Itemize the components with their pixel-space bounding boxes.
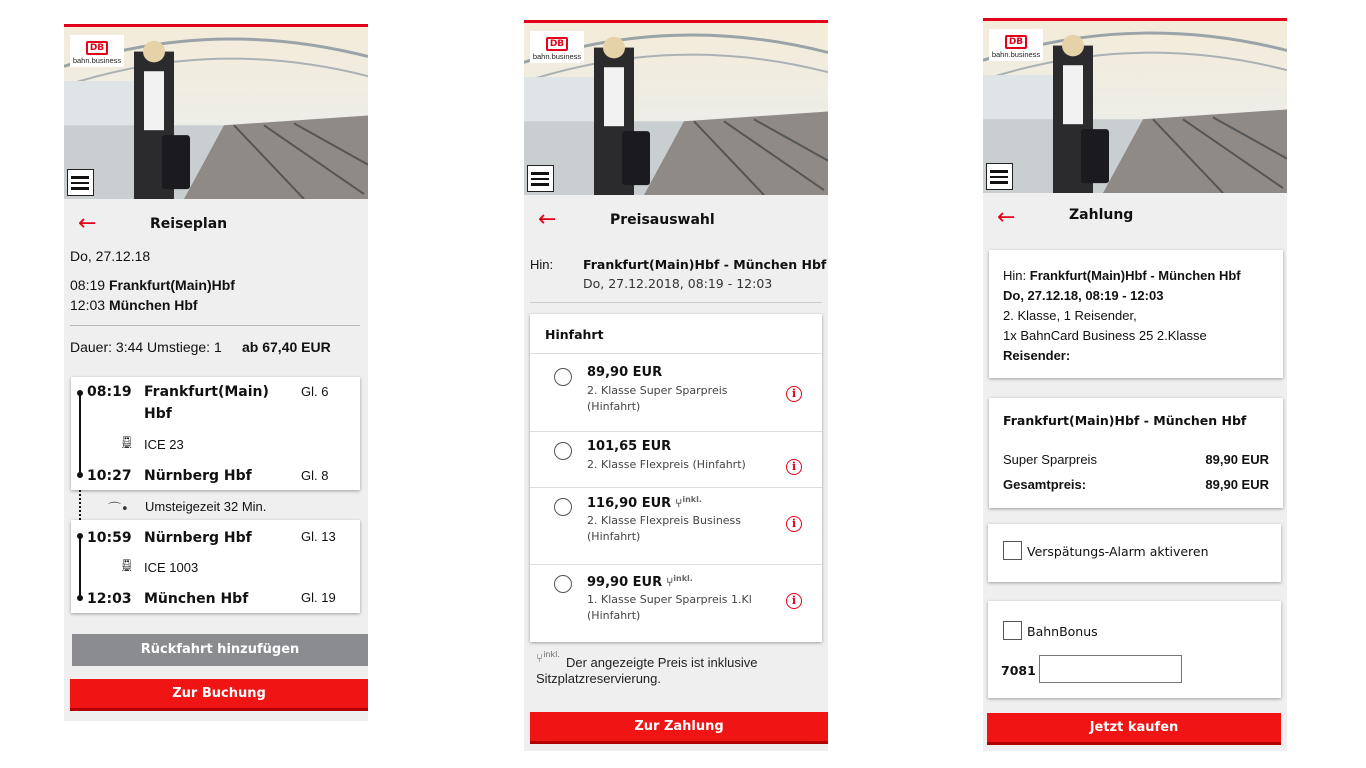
- departure-time: 08:19: [70, 277, 106, 293]
- arrival-line: [70, 297, 198, 313]
- payment-button[interactable]: Zur Zahlung: [530, 712, 828, 744]
- hero-image: [64, 24, 368, 199]
- leg-arr-time: 12:03: [87, 591, 132, 607]
- page-title: Zahlung: [1069, 207, 1134, 223]
- delay-alarm-label: Verspätungs-Alarm aktiveren: [1027, 544, 1209, 559]
- leg-arr-track: Gl. 19: [301, 590, 336, 605]
- fare-value: 89,90 EUR: [1205, 452, 1269, 467]
- bonus-number-input[interactable]: [1039, 655, 1182, 683]
- info-icon[interactable]: i: [786, 459, 802, 475]
- price-summary-card: [989, 398, 1283, 508]
- page-header: [983, 193, 1287, 245]
- fare-option[interactable]: [530, 564, 822, 642]
- leg-arr-track: Gl. 8: [301, 468, 329, 483]
- bahncard-info: 1x BahnCard Business 25 2.Klasse: [1003, 328, 1207, 343]
- leg-arr-station: Nürnberg Hbf: [144, 468, 252, 484]
- train-icon: 🚆︎: [119, 435, 135, 449]
- db-logo-mark: DB: [1005, 35, 1027, 49]
- info-icon[interactable]: i: [786, 516, 802, 532]
- hin-label: Hin:: [1003, 268, 1027, 283]
- booking-button[interactable]: Zur Buchung: [70, 679, 368, 711]
- fare-radio[interactable]: [554, 442, 572, 460]
- menu-button[interactable]: [986, 163, 1013, 190]
- route-title: Frankfurt(Main)Hbf - München Hbf: [1003, 413, 1247, 428]
- travel-datetime: Do, 27.12.2018, 08:19 - 12:03: [583, 276, 773, 291]
- train-icon: 🚆︎: [119, 558, 135, 572]
- arrival-time: 12:03: [70, 297, 106, 313]
- walk-icon: ⌒•: [108, 502, 129, 517]
- seat-icon: ⑂$^{inkl.}$: [675, 495, 702, 510]
- leg-train: ICE 23: [144, 437, 184, 452]
- delay-alarm-card[interactable]: [988, 524, 1281, 582]
- route: Frankfurt(Main)Hbf - München Hbf: [583, 257, 827, 272]
- fare-label: Super Sparpreis: [1003, 452, 1097, 467]
- class-info: 2. Klasse, 1 Reisender,: [1003, 308, 1137, 323]
- reservation-note: Der angezeigte Preis ist inklusive Sitzplatzreservierung.: [536, 655, 758, 686]
- fare-option[interactable]: [530, 353, 822, 431]
- back-arrow-icon[interactable]: ←: [78, 211, 97, 236]
- fare-description: 2. Klasse Flexpreis (Hinfahrt): [587, 458, 746, 471]
- fare-option[interactable]: [530, 431, 822, 487]
- journey-summary-card: [989, 250, 1283, 378]
- fare-description: 2. Klasse Super Sparpreis (Hinfahrt): [587, 384, 728, 413]
- fare-price: 99,90 EUR: [587, 575, 663, 590]
- hero-image: [983, 18, 1287, 193]
- fare-radio[interactable]: [554, 575, 572, 593]
- fare-option[interactable]: [530, 487, 822, 564]
- fare-price-row: [587, 495, 702, 511]
- info-icon[interactable]: i: [786, 386, 802, 402]
- back-arrow-icon[interactable]: ←: [538, 207, 557, 232]
- leg-arr-time: 10:27: [87, 468, 132, 484]
- leg-arr-station: München Hbf: [144, 591, 249, 607]
- journey-details: [1003, 266, 1273, 366]
- hero-image: [524, 20, 828, 195]
- fare-price-row: [587, 574, 693, 590]
- seat-label: inkl.: [673, 574, 693, 583]
- divider: [530, 302, 822, 303]
- db-logo-sub: bahn.business: [72, 56, 122, 65]
- page-header: [524, 195, 828, 247]
- traveller-label: Reisender:: [1003, 348, 1071, 363]
- page-title: Reiseplan: [150, 216, 228, 232]
- fare-price: 101,65 EUR: [587, 439, 672, 454]
- leg-dep-time: 10:59: [87, 530, 132, 546]
- fare-price: 89,90 EUR: [587, 365, 663, 380]
- info-icon[interactable]: i: [786, 593, 802, 609]
- leg-dep-station: Nürnberg Hbf: [144, 530, 252, 546]
- db-logo-mark: DB: [546, 37, 568, 51]
- route-line: [1003, 266, 1273, 286]
- fare-price: 116,90 EUR: [587, 496, 672, 511]
- reiseplan-screen: [64, 24, 368, 721]
- seat-label: inkl.: [682, 495, 702, 504]
- leg-card[interactable]: [71, 377, 360, 490]
- transfer-connector: [79, 490, 81, 520]
- travel-date: Do, 27.12.18: [70, 248, 151, 264]
- total-label: Gesamtpreis:: [1003, 477, 1087, 492]
- page-header: [64, 199, 368, 251]
- divider: [70, 325, 360, 326]
- page-title: Preisauswahl: [610, 212, 715, 228]
- travel-datetime: Do, 27.12.18, 08:19 - 12:03: [1003, 288, 1164, 303]
- section-title: Hinfahrt: [545, 327, 604, 342]
- bonus-prefix: 7081: [1001, 663, 1036, 678]
- seat-icon: ⑂$^{inkl.}$: [536, 650, 560, 665]
- fare-description: 2. Klasse Flexpreis Business (Hinfahrt): [587, 514, 742, 543]
- zahlung-screen: [983, 18, 1287, 751]
- db-logo: [70, 35, 124, 67]
- fare-radio[interactable]: [554, 498, 572, 516]
- buy-button[interactable]: Jetzt kaufen: [987, 713, 1281, 745]
- total-value: 89,90 EUR: [1205, 477, 1269, 492]
- fare-description: 1. Klasse Super Sparpreis 1.Kl (Hinfahrt): [587, 593, 752, 622]
- leg-dep-track: Gl. 6: [301, 384, 329, 399]
- add-return-button[interactable]: Rückfahrt hinzufügen: [72, 634, 368, 666]
- leg-card[interactable]: [71, 520, 360, 613]
- journey-summary: Dauer: 3:44 Umstiege: 1: [70, 339, 222, 355]
- leg-dep-track: Gl. 13: [301, 529, 336, 544]
- db-logo-mark: DB: [86, 41, 108, 55]
- seat-label: inkl.: [543, 650, 560, 659]
- leg-dep-station: Frankfurt(Main) Hbf: [144, 384, 269, 422]
- db-logo: [530, 31, 584, 63]
- seat-icon: ⑂$^{inkl.}$: [666, 574, 693, 589]
- hin-label: Hin:: [530, 257, 554, 272]
- menu-button[interactable]: [527, 165, 554, 192]
- arrival-station: München Hbf: [108, 297, 198, 313]
- bahnbonus-checkbox[interactable]: [1003, 621, 1022, 640]
- db-logo-sub: bahn.business: [532, 52, 582, 61]
- back-arrow-icon[interactable]: ←: [997, 205, 1016, 230]
- preisauswahl-screen: [524, 20, 828, 751]
- delay-alarm-checkbox[interactable]: [1003, 541, 1022, 560]
- fare-radio[interactable]: [554, 368, 572, 386]
- bahnbonus-label: BahnBonus: [1027, 624, 1098, 639]
- leg-dep-time: 08:19: [87, 384, 132, 400]
- price-from: ab 67,40 EUR: [242, 339, 331, 355]
- departure-line: [70, 277, 235, 293]
- db-logo-sub: bahn.business: [991, 50, 1041, 59]
- menu-button[interactable]: [67, 169, 94, 196]
- route: Frankfurt(Main)Hbf - München Hbf: [1029, 268, 1241, 283]
- bahnbonus-card: [988, 601, 1281, 698]
- transfer-time: Umsteigezeit 32 Min.: [145, 499, 267, 514]
- fare-options-card: [530, 314, 822, 642]
- departure-station: Frankfurt(Main)Hbf: [108, 277, 235, 293]
- db-logo: [989, 29, 1043, 61]
- leg-train: ICE 1003: [144, 560, 199, 575]
